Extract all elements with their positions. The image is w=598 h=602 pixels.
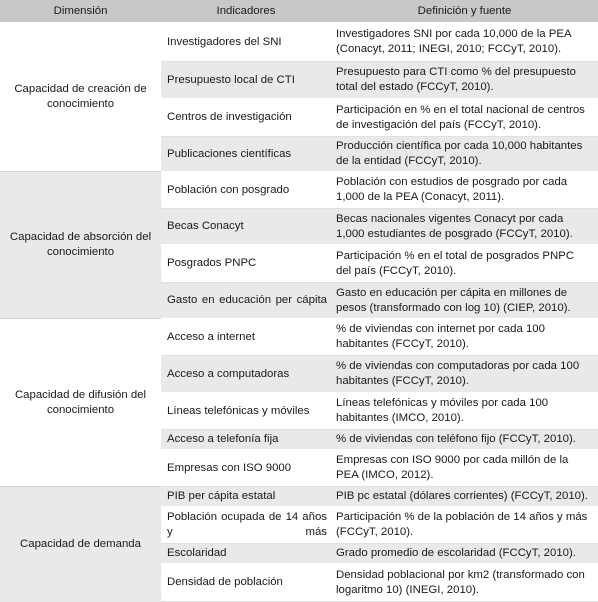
definition-cell: Grado promedio de escolaridad (FCCyT, 2010). <box>331 544 598 564</box>
dimension-cell: Capacidad de absorción del conocimiento <box>0 172 161 319</box>
header-dimension: Dimensión <box>0 0 161 23</box>
indicator-cell: Presupuesto local de CTI <box>161 62 331 99</box>
indicator-cell: Densidad de población <box>161 564 331 602</box>
indicator-cell: Posgrados PNPC <box>161 245 331 283</box>
indicator-cell: Acceso a computadoras <box>161 356 331 393</box>
indicator-cell: Gasto en educación per cápita <box>161 283 331 319</box>
indicator-cell: Población con posgrado <box>161 172 331 209</box>
definition-cell: Población con estudios de posgrado por cada 1,000 de la PEA (Conacyt, 2011). <box>331 172 598 209</box>
dimension-cell: Capacidad de demanda <box>0 487 161 602</box>
table-row <box>0 487 598 507</box>
definition-cell: Participación % en el total de posgrados PNPC del país (FCCyT, 2010). <box>331 245 598 283</box>
definition-cell: Participación % de la población de 14 años y más (FCCyT, 2010). <box>331 507 598 544</box>
indicator-cell: PIB per cápita estatal <box>161 487 331 507</box>
definition-cell: % de viviendas con teléfono fijo (FCCyT, 2010). <box>331 430 598 450</box>
indicator-cell: Población ocupada de 14 años y más <box>161 507 331 544</box>
header-indicators: Indicadores <box>161 0 331 23</box>
definition-cell: Gasto en educación per cápita en millones de pesos (transformado con log 10) (CIEP, 2010). <box>331 283 598 319</box>
table-row <box>0 319 598 356</box>
indicator-cell: Publicaciones científicas <box>161 137 331 172</box>
definition-cell: Producción científica por cada 10,000 habitantes de la entidad (FCCyT, 2010). <box>331 137 598 172</box>
dimension-cell: Capacidad de creación de conocimiento <box>0 23 161 172</box>
dimension-cell: Capacidad de difusión del conocimiento <box>0 319 161 487</box>
indicator-cell: Empresas con ISO 9000 <box>161 450 331 487</box>
definition-cell: Líneas telefónicas y móviles por cada 100 habitantes (IMCO, 2010). <box>331 393 598 430</box>
indicator-cell: Líneas telefónicas y móviles <box>161 393 331 430</box>
definition-cell: % de viviendas con internet por cada 100 habitantes (FCCyT, 2010). <box>331 319 598 356</box>
definition-cell: PIB pc estatal (dólares corrientes) (FCCyT, 2010). <box>331 487 598 507</box>
header-definition: Definición y fuente <box>331 0 598 23</box>
definition-cell: Empresas con ISO 9000 por cada millón de la PEA (IMCO, 2012). <box>331 450 598 487</box>
table-row <box>0 172 598 209</box>
indicator-cell: Centros de investigación <box>161 99 331 137</box>
table-row <box>0 23 598 62</box>
indicator-cell: Acceso a telefonía fija <box>161 430 331 450</box>
definition-cell: Becas nacionales vigentes Conacyt por cada 1,000 estudiantes de posgrado (FCCyT, 2010). <box>331 209 598 245</box>
definition-cell: Presupuesto para CTI como % del presupuesto total del estado (FCCyT, 2010). <box>331 62 598 99</box>
indicator-cell: Becas Conacyt <box>161 209 331 245</box>
definition-cell: Investigadores SNI por cada 10,000 de la PEA (Conacyt, 2011; INEGI, 2010; FCCyT, 2010). <box>331 23 598 62</box>
table-header-row <box>0 0 598 23</box>
indicator-cell: Escolaridad <box>161 544 331 564</box>
indicator-cell: Acceso a internet <box>161 319 331 356</box>
definition-cell: Densidad poblacional por km2 (transformado con logaritmo 10) (INEGI, 2010). <box>331 564 598 602</box>
definition-cell: % de viviendas con computadoras por cada 100 habitantes (FCCyT, 2010). <box>331 356 598 393</box>
indicator-cell: Investigadores del SNI <box>161 23 331 62</box>
definition-cell: Participación en % en el total nacional de centros de investigación del país (FCCyT, 2010). <box>331 99 598 137</box>
